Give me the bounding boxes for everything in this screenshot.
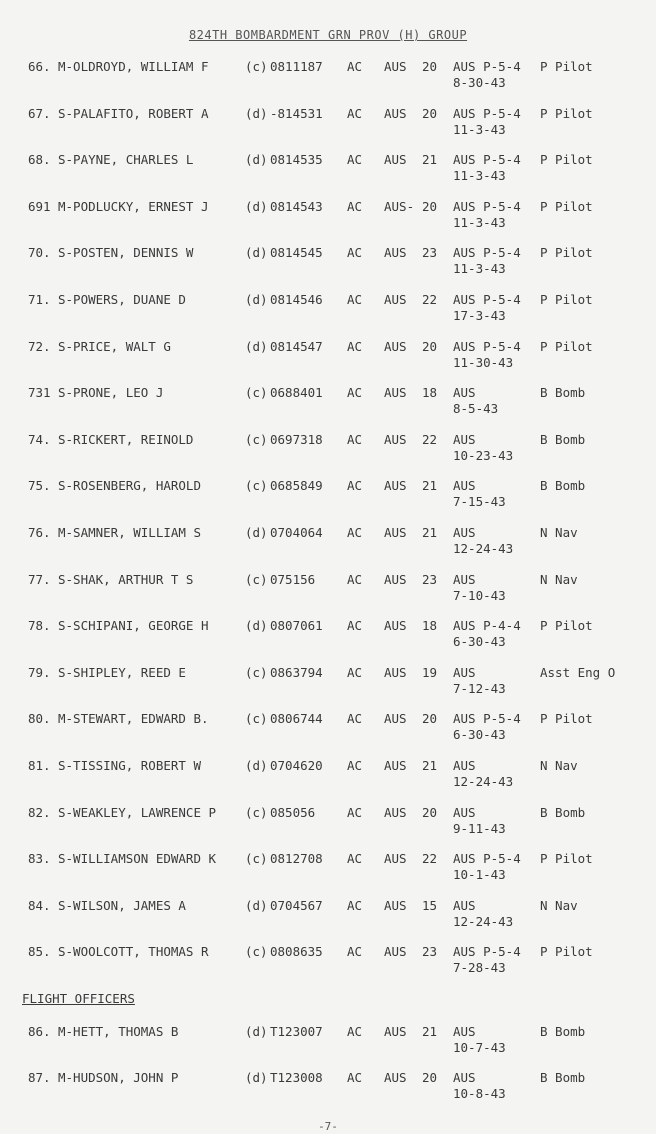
row-rating1: AUS P-5-4 [453,105,521,121]
section-title-flight-officers: FLIGHT OFFICERS [22,991,135,1006]
row-branch: AC [347,59,363,74]
page-header: 824TH BOMBARDMENT GRN PROV (H) GROUP [188,28,468,42]
row-cls: (d) [245,292,268,307]
row-num: 66. [28,59,51,74]
row-name: S-WOOLCOTT, THOMAS R [58,944,209,960]
row-cls: (d) [245,338,268,354]
row-serial: 075156 [270,571,316,587]
row-comp: AUS [384,292,407,307]
row-serial: 085056 [270,804,316,820]
row-branch: AC [347,478,363,494]
row-rating2: 7-15-43 [453,494,506,510]
row-branch: AC [347,431,363,447]
row-comp: AUS [384,525,407,540]
row-serial: 0814545 [270,245,323,261]
roster-row [0,851,656,893]
roster-row [0,1024,656,1066]
row-serial: -814531 [270,105,323,121]
roster-row [0,199,656,241]
row-cls: (c) [245,431,268,447]
row-rating1: AUS P-5-4 [453,851,521,867]
roster-row [0,339,656,381]
row-name: S-ROSENBERG, HAROLD [58,478,201,494]
row-age: 21 [422,152,438,168]
row-serial: 0806744 [270,711,323,727]
row-num: 81. [28,758,51,773]
row-rating1: AUS P-4-4 [453,618,521,634]
row-age: 23 [422,571,438,587]
row-rating2: 12-24-43 [453,541,514,556]
row-comp: AUS [384,897,407,913]
row-num: 87. [28,1070,51,1085]
row-rating2: 10-23-43 [453,447,514,463]
row-cls: (d) [245,1024,268,1039]
row-duty: N Nav [540,525,578,540]
row-branch: AC [347,804,363,820]
row-rating2: 10-8-43 [453,1086,506,1101]
row-duty: P Pilot [540,105,593,121]
roster-row [0,1070,656,1112]
row-rating2: 17-3-43 [453,308,506,323]
row-rating1: AUS P-5-4 [453,292,521,307]
row-comp: AUS [384,664,407,680]
row-rating1: AUS P-5-4 [453,245,521,261]
row-num: 68. [28,152,51,168]
row-rating1: AUS P-5-4 [453,198,521,214]
row-serial: 0807061 [270,618,323,634]
roster-row [0,665,656,707]
row-age: 20 [422,59,438,74]
row-cls: (d) [245,105,268,121]
row-num: 731 [28,385,51,401]
row-rating2: 10-7-43 [453,1040,506,1055]
row-num: 79. [28,664,51,680]
row-comp: AUS [384,152,407,168]
roster-row [0,711,656,753]
row-comp: AUS [384,385,407,401]
row-cls: (d) [245,618,268,634]
row-cls: (c) [245,804,268,820]
row-age: 23 [422,245,438,261]
row-rating1: AUS [453,431,476,447]
row-duty: P Pilot [540,851,593,867]
roster-row [0,478,656,520]
row-duty: B Bomb [540,385,586,401]
row-num: 75. [28,478,51,494]
row-num: 78. [28,618,51,634]
row-serial: 0704567 [270,897,323,913]
row-name: M-PODLUCKY, ERNEST J [58,198,209,214]
row-rating2: 11-3-43 [453,168,506,184]
row-comp: AUS [384,944,407,960]
roster-row [0,944,656,986]
row-rating2: 8-5-43 [453,401,499,417]
row-name: S-WEAKLEY, LAWRENCE P [58,804,217,820]
row-comp: AUS [384,851,407,867]
roster-row [0,106,656,148]
row-serial: 0811187 [270,59,323,74]
row-cls: (d) [245,897,268,913]
row-rating2: 11-3-43 [453,261,506,277]
row-branch: AC [347,105,363,121]
row-cls: (c) [245,664,268,680]
roster-row [0,385,656,427]
row-num: 77. [28,571,51,587]
row-comp: AUS [384,105,407,121]
row-branch: AC [347,292,363,307]
row-cls: (d) [245,198,268,214]
row-name: S-PRONE, LEO J [58,385,164,401]
row-branch: AC [347,664,363,680]
row-rating2: 6-30-43 [453,727,506,743]
row-branch: AC [347,851,363,867]
row-duty: B Bomb [540,478,586,494]
row-age: 20 [422,338,438,354]
row-comp: AUS [384,758,407,773]
row-serial: T123007 [270,1024,323,1039]
row-name: S-SHIPLEY, REED E [58,664,186,680]
roster-row [0,245,656,287]
row-name: S-SCHIPANI, GEORGE H [58,618,209,634]
row-rating1: AUS [453,664,476,680]
row-cls: (d) [245,758,268,773]
row-branch: AC [347,245,363,261]
row-name: M-HUDSON, JOHN P [58,1070,179,1085]
row-num: 86. [28,1024,51,1039]
row-cls: (c) [245,944,268,960]
row-age: 20 [422,804,438,820]
row-duty: N Nav [540,897,578,913]
row-rating1: AUS [453,525,476,540]
row-comp: AUS [384,571,407,587]
row-num: 67. [28,105,51,121]
row-age: 21 [422,478,438,494]
row-num: 76. [28,525,51,540]
row-name: M-STEWART, EDWARD B. [58,711,209,727]
row-comp: AUS [384,338,407,354]
row-age: 20 [422,1070,438,1085]
page-number: -7- [318,1120,338,1133]
row-rating2: 7-10-43 [453,587,506,603]
row-num: 74. [28,431,51,447]
row-num: 83. [28,851,51,867]
row-rating1: AUS [453,478,476,494]
row-rating1: AUS [453,1070,476,1085]
row-age: 20 [422,105,438,121]
row-comp: AUS [384,431,407,447]
row-comp: AUS [384,1070,407,1085]
row-duty: Asst Eng O [540,664,616,680]
row-num: 85. [28,944,51,960]
row-serial: 0808635 [270,944,323,960]
row-branch: AC [347,571,363,587]
row-rating1: AUS P-5-4 [453,338,521,354]
row-rating1: AUS [453,571,476,587]
row-cls: (c) [245,851,268,867]
row-serial: 0814535 [270,152,323,168]
roster-row [0,525,656,567]
row-serial: 0704620 [270,758,323,773]
roster-row [0,572,656,614]
row-name: S-PALAFITO, ROBERT A [58,105,209,121]
row-cls: (d) [245,152,268,168]
row-cls: (c) [245,571,268,587]
row-age: 15 [422,897,438,913]
row-num: 80. [28,711,51,727]
row-branch: AC [347,525,363,540]
row-comp: AUS [384,711,407,727]
row-serial: 0704064 [270,525,323,540]
roster-row [0,59,656,101]
row-name: S-SHAK, ARTHUR T S [58,571,194,587]
roster-row [0,432,656,474]
row-age: 21 [422,758,438,773]
row-name: S-POWERS, DUANE D [58,292,186,307]
row-num: 82. [28,804,51,820]
row-duty: P Pilot [540,711,593,727]
row-duty: B Bomb [540,1024,586,1039]
row-rating1: AUS P-5-4 [453,711,521,727]
row-rating2: 8-30-43 [453,75,506,90]
row-rating2: 7-28-43 [453,960,506,976]
row-num: 691 [28,198,51,214]
row-serial: 0685849 [270,478,323,494]
row-duty: B Bomb [540,431,586,447]
row-branch: AC [347,897,363,913]
row-name: M-HETT, THOMAS B [58,1024,179,1039]
row-rating2: 11-3-43 [453,214,506,230]
row-num: 71. [28,292,51,307]
row-cls: (c) [245,711,268,727]
row-rating2: 11-30-43 [453,354,514,370]
row-branch: AC [347,1024,363,1039]
row-cls: (c) [245,478,268,494]
row-age: 21 [422,1024,438,1039]
row-serial: 0688401 [270,385,323,401]
row-rating2: 12-24-43 [453,913,514,929]
row-rating2: 12-24-43 [453,774,514,789]
row-serial: 0814547 [270,338,323,354]
row-duty: P Pilot [540,152,593,168]
row-duty: P Pilot [540,292,593,307]
row-rating1: AUS [453,1024,476,1039]
row-duty: P Pilot [540,245,593,261]
row-duty: P Pilot [540,59,593,74]
row-cls: (d) [245,245,268,261]
row-age: 18 [422,618,438,634]
row-branch: AC [347,338,363,354]
row-comp: AUS [384,245,407,261]
row-rating2: 7-12-43 [453,680,506,696]
row-rating2: 11-3-43 [453,121,506,137]
roster-row [0,618,656,660]
row-rating1: AUS [453,804,476,820]
row-name: S-POSTEN, DENNIS W [58,245,194,261]
row-age: 23 [422,944,438,960]
row-cls: (d) [245,525,268,540]
row-name: S-WILLIAMSON EDWARD K [58,851,217,867]
row-duty: P Pilot [540,338,593,354]
row-comp: AUS [384,478,407,494]
row-age: 18 [422,385,438,401]
row-rating1: AUS [453,385,476,401]
roster-row [0,758,656,800]
row-num: 84. [28,897,51,913]
row-branch: AC [347,711,363,727]
row-age: 21 [422,525,438,540]
row-comp: AUS [384,59,407,74]
row-duty: N Nav [540,571,578,587]
row-duty: P Pilot [540,944,593,960]
row-age: 19 [422,664,438,680]
row-name: S-PRICE, WALT G [58,338,171,354]
row-age: 20 [422,711,438,727]
roster-row [0,152,656,194]
row-age: 22 [422,292,438,307]
row-duty: P Pilot [540,618,593,634]
row-age: 22 [422,851,438,867]
row-rating1: AUS P-5-4 [453,152,521,168]
row-rating1: AUS P-5-4 [453,944,521,960]
row-branch: AC [347,758,363,773]
row-branch: AC [347,385,363,401]
row-duty: P Pilot [540,198,593,214]
row-rating1: AUS [453,897,476,913]
roster-row [0,898,656,940]
row-cls: (d) [245,1070,268,1085]
row-name: M-OLDROYD, WILLIAM F [58,59,209,74]
row-num: 70. [28,245,51,261]
row-comp: AUS [384,1024,407,1039]
row-duty: N Nav [540,758,578,773]
row-name: M-SAMNER, WILLIAM S [58,525,201,540]
row-age: 20 [422,198,438,214]
row-serial: 0814543 [270,198,323,214]
row-serial: 0812708 [270,851,323,867]
row-rating1: AUS P-5-4 [453,59,521,74]
row-serial: 0814546 [270,292,323,307]
row-serial: T123008 [270,1070,323,1085]
row-duty: B Bomb [540,1070,586,1085]
row-cls: (c) [245,385,268,401]
roster-row [0,292,656,334]
row-duty: B Bomb [540,804,586,820]
row-rating1: AUS [453,758,476,773]
row-cls: (c) [245,59,268,74]
row-branch: AC [347,1070,363,1085]
row-num: 72. [28,338,51,354]
row-comp: AUS [384,618,407,634]
row-rating2: 9-11-43 [453,820,506,836]
row-branch: AC [347,944,363,960]
row-branch: AC [347,152,363,168]
row-age: 22 [422,431,438,447]
row-name: S-TISSING, ROBERT W [58,758,201,773]
roster-row [0,805,656,847]
row-serial: 0863794 [270,664,323,680]
row-branch: AC [347,618,363,634]
row-rating2: 6-30-43 [453,634,506,650]
row-comp: AUS- [384,198,415,214]
row-name: S-RICKERT, REINOLD [58,431,194,447]
row-rating2: 10-1-43 [453,867,506,883]
row-branch: AC [347,198,363,214]
row-name: S-PAYNE, CHARLES L [58,152,194,168]
row-name: S-WILSON, JAMES A [58,897,186,913]
row-serial: 0697318 [270,431,323,447]
row-comp: AUS [384,804,407,820]
